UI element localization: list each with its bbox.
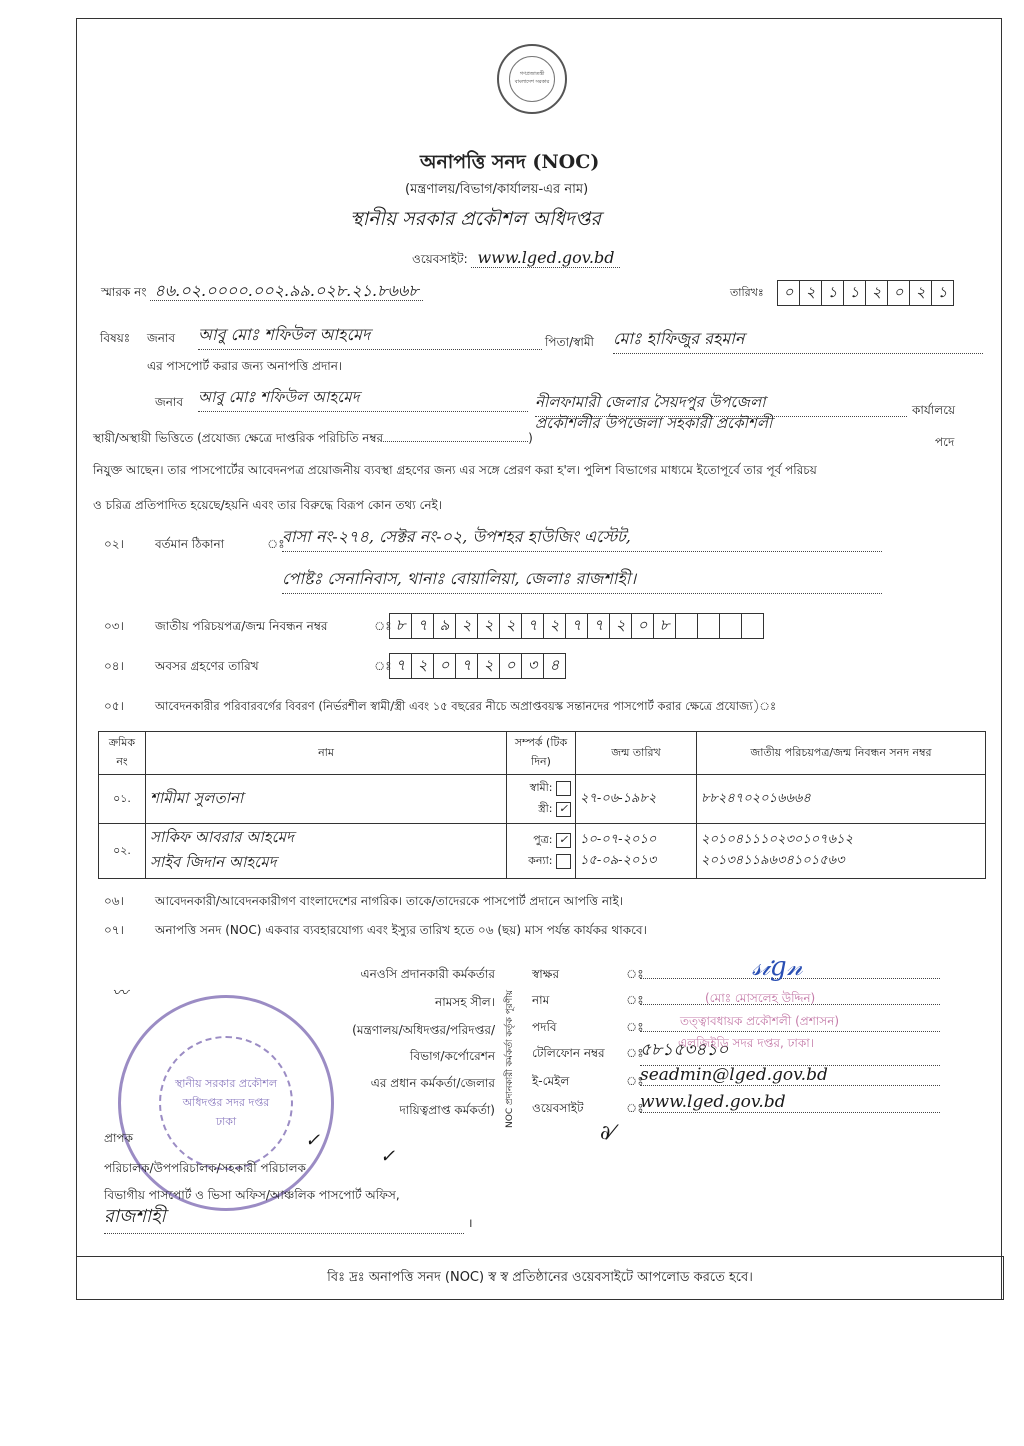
retirement-digit-box: ৭ (389, 653, 412, 679)
row-sl-text: ০২. (113, 843, 131, 857)
recipient-line-end: । (468, 1216, 473, 1230)
nid-digit-box: ৭ (521, 613, 544, 639)
item02-label: বর্তমান ঠিকানা (155, 537, 225, 551)
officer-signature: 𝓈𝒾𝑔𝓃 (752, 952, 803, 982)
website-value: www.lged.gov.bd (471, 248, 620, 268)
date-digit-box: ০ (887, 280, 910, 306)
relation-label: স্বামী: (529, 781, 553, 794)
body-line2-close: ) (528, 431, 533, 445)
officer-block-line: নামসহ সীল। (435, 995, 495, 1009)
item03-num: ০৩। (104, 619, 124, 633)
recipient-label: প্রাপক (104, 1131, 133, 1145)
subject-name: আবু মোঃ শফিউল আহমেদ (198, 322, 542, 350)
nid-digit-box: ৮ (389, 613, 412, 639)
nid-digit-box: ৭ (587, 613, 610, 639)
family-table-header (99, 732, 986, 775)
item04-num: ০৪। (104, 659, 124, 673)
officer-block-line: এনওসি প্রদানকারী কর্মকর্তার (360, 967, 495, 981)
date-digit-box: ০ (777, 280, 800, 306)
seal-inner (509, 56, 555, 102)
signature-field-label: স্বাক্ষর (532, 967, 560, 981)
relation-checkbox (556, 854, 571, 869)
office-name: স্থানীয় সরকার প্রকৌশল অধিদপ্তর (350, 208, 601, 230)
office-handwritten: নীলফামারী জেলার সৈয়দপুর উপজেলা (535, 391, 907, 417)
seal-text: গণপ্রজাতন্ত্রী বাংলাদেশ সরকার (514, 71, 550, 85)
birth-registration-number: ২০১০৪১১১০২৩০১০৭৬১২ (701, 832, 854, 847)
relation-label: স্ত্রী: (538, 802, 553, 815)
officer-block-line: দায়িত্বপ্রাপ্ত কর্মকর্তা) (399, 1103, 495, 1117)
row-relation (507, 775, 576, 824)
header-relation: সম্পর্ক (টিক দিন) (507, 732, 576, 775)
family-member-name: সাকিফ আবরার আহমেদ (150, 828, 294, 846)
item02-num: ০২। (104, 537, 124, 551)
relation-checkbox: ✓ (556, 833, 571, 848)
header-name: নাম (146, 732, 507, 775)
birth-date: ২৭-০৬-১৯৮২ (580, 790, 657, 806)
memo-row (101, 278, 423, 305)
relation-checkbox: ✓ (556, 802, 571, 817)
header-sl: ক্রমিক নং (99, 732, 146, 775)
date-digit-box: ১ (843, 280, 866, 306)
memo-label: স্মারক নং (101, 285, 147, 299)
date-digit-box: ১ (931, 280, 954, 306)
family-member-name: সাইব জিদান আহমেদ (150, 853, 277, 871)
address-line1: বাসা নং-২৭৪, সেক্টর নং-০২, উপশহর হাউজিং এস্টেট, (282, 524, 882, 552)
retirement-digit-box: ৩ (521, 653, 544, 679)
nid-boxes (390, 613, 764, 639)
stamp-officer-office: এলজিইডি সদর দপ্তর, ঢাকা। (678, 1036, 815, 1050)
item06-text: আবেদনকারী/আবেদনকারীগণ বাংলাদেশের নাগরিক। তাকে/তাদেরকে পাসপোর্ট প্রদানে আপত্তি নাই। (155, 894, 624, 908)
table-row (99, 775, 986, 824)
signature-field-colon: ঃ (626, 1046, 644, 1060)
body-line2 (93, 430, 533, 450)
date-boxes (778, 280, 954, 306)
father-name: মোঃ হাফিজুর রহমান (613, 326, 983, 354)
nid-digit-box: ৭ (411, 613, 434, 639)
family-table (98, 731, 986, 879)
office-suffix: কার্যালয়ে (912, 403, 956, 417)
item05-label: আবেদনকারীর পরিবারবর্গের বিবরণ (নির্ভরশীল স্বামী/স্ত্রী এবং ১৫ বছরের নীচে অপ্রাপ্তবয়স্ক সন্তানদের পাসপোর্ট করার ক্ষেত্রে প্রযোজ্য)ঃ (155, 699, 777, 713)
subject-line2: এর পাসপোর্ট করার জন্য অনাপত্তি প্রদান। (147, 359, 343, 373)
family-member-name: শামীমা সুলতানা (150, 788, 244, 807)
retirement-digit-box: ৭ (455, 653, 478, 679)
relation-checkbox (556, 781, 571, 796)
signature-field-colon: ঃ (626, 1020, 644, 1034)
row-sl (99, 824, 146, 879)
nid-digit-box: ২ (499, 613, 522, 639)
check-mark-2: ✓ (380, 1146, 396, 1167)
initials-signature: 〰 (112, 983, 129, 1002)
date-label: তারিখঃ (730, 286, 764, 299)
signature-field-colon: ঃ (626, 993, 644, 1007)
retirement-digit-box: ২ (411, 653, 434, 679)
officer-block-line: (মন্ত্রণালয়/অধিদপ্তর/পরিদপ্তর/ (352, 1023, 495, 1037)
form-title: অনাপত্তি সনদ (NOC) (420, 151, 600, 173)
signature-field-label: নাম (532, 993, 550, 1007)
signature-field-label: পদবি (532, 1020, 557, 1034)
relation-option (511, 800, 571, 819)
subject-janab-label: জনাব (147, 331, 176, 345)
nid-digit-box (675, 613, 698, 639)
nid-digit-box (719, 613, 742, 639)
date-digit-box: ২ (909, 280, 932, 306)
birth-registration-number: ৮৮২৪৭০২০১৬৬৬৪ (701, 790, 811, 806)
retirement-digit-box: ০ (499, 653, 522, 679)
retirement-digit-box: ৪ (543, 653, 566, 679)
nid-digit-box (697, 613, 720, 639)
header-nid: জাতীয় পরিচয়পত্র/জন্ম নিবন্ধন সনদ নম্বর (697, 732, 986, 775)
item03-label: জাতীয় পরিচয়পত্র/জন্ম নিবন্ধন নম্বর (155, 619, 328, 633)
signature-field-value: seadmin@lged.gov.bd (640, 1065, 940, 1086)
website-label: ওয়েবসাইট: (412, 252, 468, 266)
recipient-line1: পরিচালক/উপপরিচালক/সহকারী পরিচালক (104, 1161, 306, 1175)
signature-field-label: ওয়েবসাইট (532, 1101, 584, 1115)
stamp-officer-designation: তত্ত্বাবধায়ক প্রকৌশলী (প্রশাসন) (680, 1014, 840, 1028)
nid-digit-box: ২ (609, 613, 632, 639)
signature-field-value: ৫৮১৫৩৪১০ (640, 1037, 940, 1066)
memo-value: ৪৬.০২.০০০০.০০২.৯৯.০২৮.২১.৮৬৬৮ (150, 281, 422, 301)
row-nid (697, 824, 986, 879)
stamp-officer-name: (মোঃ মোসলেহ উদ্দিন) (705, 991, 816, 1005)
officer-block-line: বিভাগ/কর্পোরেশন (410, 1049, 495, 1063)
footer-note (76, 1256, 1004, 1300)
designation-suffix: পদে (935, 435, 955, 449)
signature-field-label: ই-মেইল (532, 1074, 570, 1088)
body-janab-label: জনাব (155, 395, 184, 409)
footer-note-text: বিঃ দ্রঃ অনাপত্তি সনদ (NOC) স্ব স্ব প্রতিষ্ঠানের ওয়েবসাইটে আপলোড করতে হবে। (327, 1269, 753, 1285)
nid-digit-box: ২ (543, 613, 566, 639)
row-sl (99, 775, 146, 824)
row-relation (507, 824, 576, 879)
date-digit-box: ২ (799, 280, 822, 306)
body-line2-prefix: স্থায়ী/অস্থায়ী ভিত্তিতে (প্রযোজ্য ক্ষেত্রে দাপ্তরিক পরিচিতি নম্বর (93, 431, 384, 445)
relation-label: কন্যা: (528, 854, 553, 867)
row-sl-text: ০১. (113, 791, 131, 805)
signature-field-colon: ঃ (626, 967, 644, 981)
row-dob (576, 775, 697, 824)
nid-digit-box: ৮ (653, 613, 676, 639)
item07-text: অনাপত্তি সনদ (NOC) একবার ব্যবহারযোগ্য এবং ইস্যুর তারিখ হতে ০৬ (ছয়) মাস পর্যন্ত কার্যকর থাকবে। (155, 923, 647, 937)
birth-date: ১৫-০৯-২০১৩ (580, 853, 657, 868)
row-name (146, 775, 507, 824)
item06-num: ০৬। (104, 894, 124, 908)
address-line2: পোষ্টঃ সেনানিবাস, থানাঃ বোয়ালিয়া, জেলাঃ রাজশাহী। (282, 566, 882, 594)
father-label: পিতা/স্বামী (545, 335, 594, 349)
body-name: আবু মোঃ শফিউল আহমেদ (198, 386, 528, 412)
header-dob: জন্ম তারিখ (576, 732, 697, 775)
body-line4: ও চরিত্র প্রতিপাদিত হয়েছে/হয়নি এবং তার বিরুদ্ধে বিরূপ কোন তথ্য নেই। (93, 498, 443, 512)
designation-handwritten: প্রকৌশলীর উপজেলা সহকারী প্রকৌশলী (535, 414, 773, 432)
row-name (146, 824, 507, 879)
row-nid (697, 775, 986, 824)
nid-digit-box (741, 613, 764, 639)
item05-num: ০৫। (104, 699, 124, 713)
signature-field-label: টেলিফোন নম্বর (532, 1046, 605, 1060)
retirement-digit-box: ২ (477, 653, 500, 679)
vertical-noc-label: NOC প্রদানকারী কর্মকর্তা কর্তৃক পূরণীয় (505, 989, 515, 1128)
birth-registration-number: ২০১৩৪১১৯৬৩৪১০১৫৬৩ (701, 853, 845, 868)
retirement-digit-box: ০ (433, 653, 456, 679)
relation-option (511, 831, 571, 850)
nid-digit-box: ৭ (565, 613, 588, 639)
nid-digit-box: ৯ (433, 613, 456, 639)
official-id-blank (383, 441, 528, 442)
nid-digit-box: ২ (477, 613, 500, 639)
item02-colon: ঃ (267, 537, 285, 551)
date-digit-box: ২ (865, 280, 888, 306)
row-dob (576, 824, 697, 879)
website-row (412, 248, 620, 271)
relation-option (511, 852, 571, 871)
government-seal (497, 44, 567, 114)
retirement-date-boxes (390, 653, 566, 679)
signature-field-colon: ঃ (626, 1101, 644, 1115)
nid-digit-box: ২ (455, 613, 478, 639)
table-row (99, 824, 986, 879)
signature-field-colon: ঃ (626, 1074, 644, 1088)
small-initial-signature: ∂⁄ (600, 1120, 614, 1144)
item03-colon: ঃ (374, 619, 392, 633)
item04-colon: ঃ (374, 659, 392, 673)
nid-digit-box: ০ (631, 613, 654, 639)
officer-block-line: এর প্রধান কর্মকর্তা/জেলার (370, 1076, 495, 1090)
check-mark-1: ✓ (305, 1130, 321, 1151)
relation-label: পুত্র: (533, 833, 553, 846)
date-digit-box: ১ (821, 280, 844, 306)
recipient-city: রাজশাহী (104, 1202, 464, 1234)
birth-date: ১০-০৭-২০১০ (580, 832, 657, 847)
item04-label: অবসর গ্রহণের তারিখ (155, 659, 259, 673)
body-line3: নিযুক্ত আছেন। তার পাসপোর্টের আবেদনপত্র প্রয়োজনীয় ব্যবস্থা গ্রহণের জন্য এর সঙ্গে প্রেরণ করা হ'ল। পুলিশ বিভাগের মাধ্যমে ইতোপূর্বে তার পূর্ব পরিচয় (93, 463, 817, 477)
item07-num: ০৭। (104, 923, 124, 937)
signature-field-value: www.lged.gov.bd (640, 1092, 940, 1113)
relation-option (511, 779, 571, 798)
form-subtitle: (মন্ত্রণালয়/বিভাগ/কার্যালয়-এর নাম) (405, 182, 589, 197)
office-round-stamp-inner (159, 1036, 293, 1170)
recipient-line2: বিভাগীয় পাসপোর্ট ও ভিসা অফিস/আঞ্চলিক পাসপোর্ট অফিস, (104, 1188, 400, 1202)
subject-label: বিষয়ঃ (100, 331, 131, 345)
round-stamp-text: স্থানীয় সরকার প্রকৌশল অধিদপ্তর সদর দপ্তর ঢাকা (174, 1076, 278, 1128)
